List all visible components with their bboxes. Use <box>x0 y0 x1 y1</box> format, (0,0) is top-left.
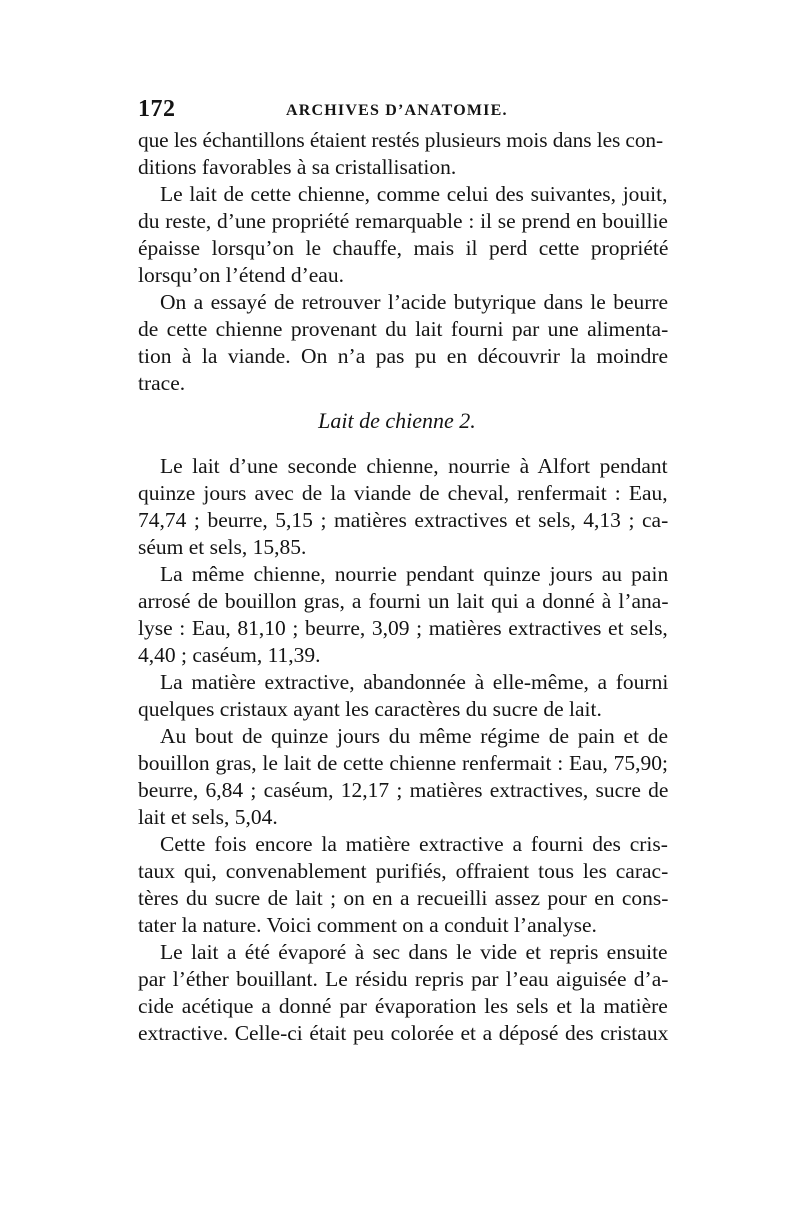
text-line: Le lait de cette chienne, comme celui des suivantes, jouit, <box>160 182 668 206</box>
text-line: arrosé de bouillon gras, a fourni un lait qui a donné à l’ana- <box>138 589 669 613</box>
text-line: Au bout de quinze jours du même régime de pain et de <box>160 724 669 748</box>
text-line: On a essayé de retrouver l’acide butyrique dans le beurre <box>160 290 669 314</box>
text-line: cide acétique a donné par évaporation les sels et la matière <box>138 994 668 1018</box>
page-number: 172 <box>138 96 176 122</box>
text-line: par l’éther bouillant. Le résidu repris par l’eau aiguisée d’a- <box>138 967 669 991</box>
text-line: La même chienne, nourrie pendant quinze jours au pain <box>160 562 669 586</box>
text-line: La matière extractive, abandonnée à elle-même, a fourni <box>160 670 669 694</box>
text-line: lyse : Eau, 81,10 ; beurre, 3,09 ; matières extractives et sels, <box>138 616 668 640</box>
text-line: tion à la viande. On n’a pas pu en découvrir la moindre <box>138 344 669 368</box>
section-heading: Lait de chienne 2. <box>318 408 476 433</box>
text-line: tères du sucre de lait ; on en a recueilli assez pour en cons- <box>138 886 669 910</box>
text-line: de cette chienne provenant du lait fourni par une alimenta- <box>138 317 669 341</box>
text-line: extractive. Celle-ci était peu colorée et a déposé des cristaux <box>138 1021 669 1045</box>
text-line: 4,40 ; caséum, 11,39. <box>138 643 321 667</box>
text-line: que les échantillons étaient restés plusieurs mois dans les con- <box>138 128 664 152</box>
text-line: bouillon gras, le lait de cette chienne renfermait : Eau, 75,90; <box>138 751 668 775</box>
text-line: Le lait d’une seconde chienne, nourrie à Alfort pendant <box>160 454 668 478</box>
text-line: tater la nature. Voici comment on a conduit l’analyse. <box>138 913 597 937</box>
text-line: taux qui, convenablement purifiés, offraient tous les carac- <box>138 859 669 883</box>
running-title: ARCHIVES D’ANATOMIE. <box>286 102 508 119</box>
text-line: trace. <box>138 371 186 395</box>
page-header <box>138 96 668 126</box>
text-line: quelques cristaux ayant les caractères du sucre de lait. <box>138 697 602 721</box>
text-line: séum et sels, 15,85. <box>138 535 307 559</box>
text-line: épaisse lorsqu’on le chauffe, mais il perd cette propriété <box>138 236 669 260</box>
text-line: ditions favorables à sa cristallisation. <box>138 155 457 179</box>
text-line: 74,74 ; beurre, 5,15 ; matières extractives et sels, 4,13 ; ca- <box>138 508 669 532</box>
text-line: beurre, 6,84 ; caséum, 12,17 ; matières extractives, sucre de <box>138 778 669 802</box>
text-line: Le lait a été évaporé à sec dans le vide et repris ensuite <box>160 940 668 964</box>
text-line: lait et sels, 5,04. <box>138 805 278 829</box>
text-line: Cette fois encore la matière extractive a fourni des cris- <box>160 832 668 856</box>
text-line: du reste, d’une propriété remarquable : il se prend en bouillie <box>138 209 668 233</box>
text-line: quinze jours avec de la viande de cheval, renfermait : Eau, <box>138 481 668 505</box>
text-line: lorsqu’on l’étend d’eau. <box>138 263 344 287</box>
